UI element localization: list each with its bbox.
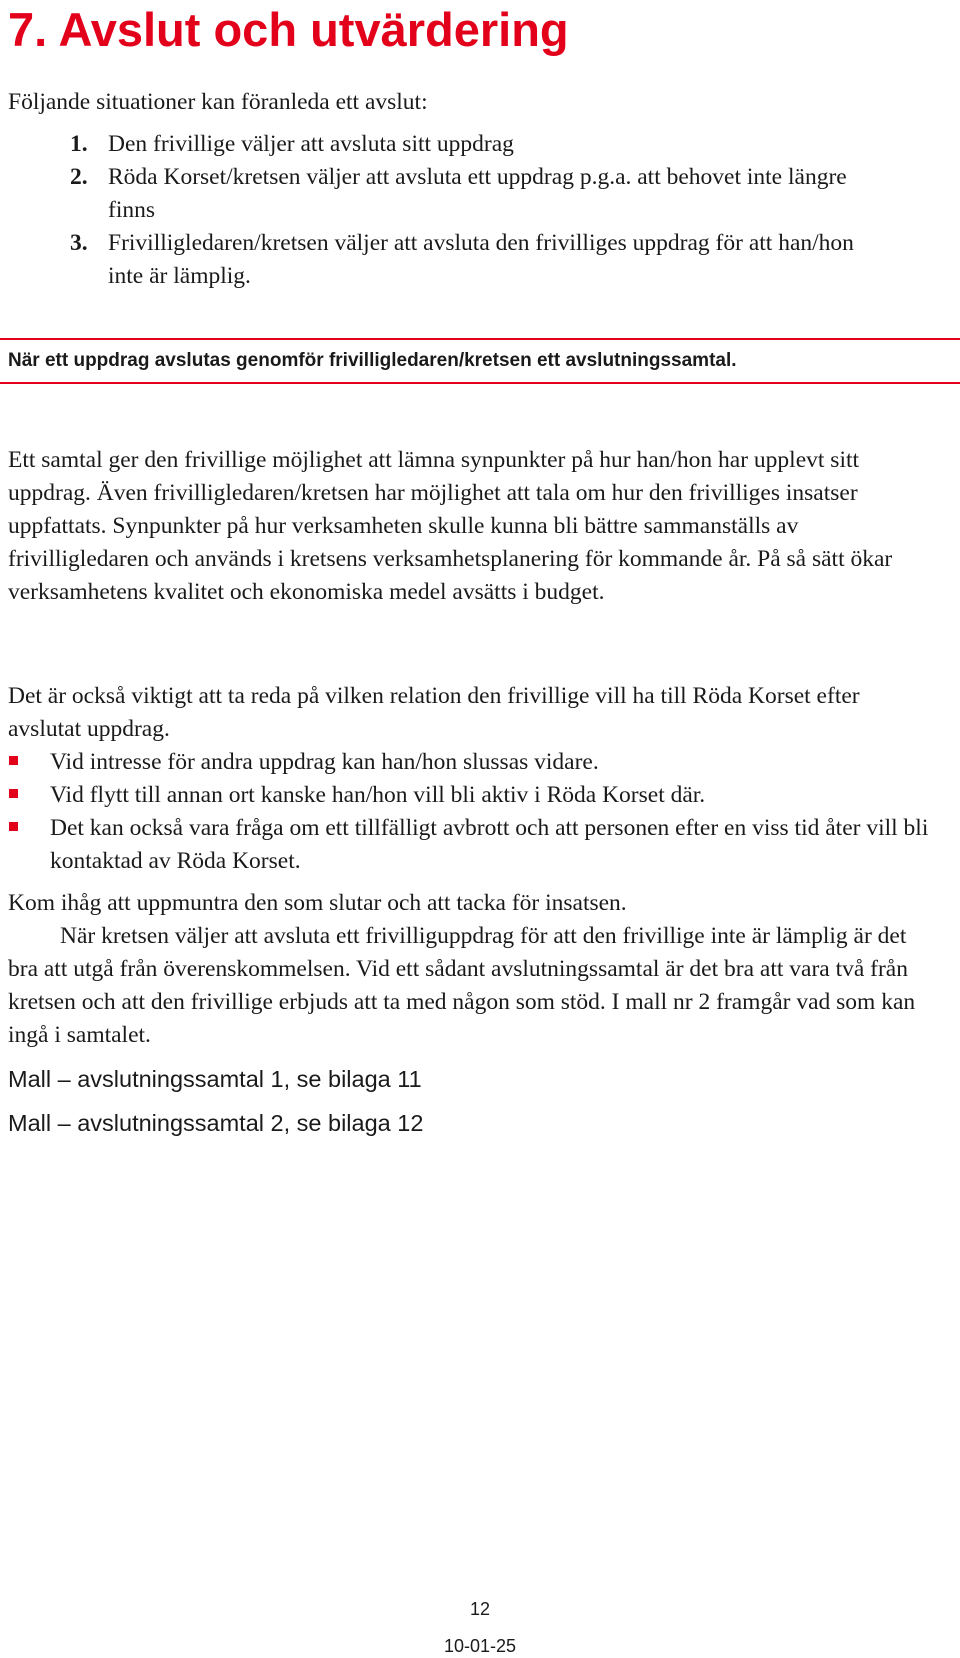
- list-item-text: Den frivillige väljer att avsluta sitt uppdrag: [108, 131, 514, 157]
- bullet-list-item: [0, 779, 940, 812]
- template-reference-1: Mall – avslutningssamtal 1, se bilaga 11: [8, 1066, 422, 1092]
- list-item-text: Frivilligledaren/kretsen väljer att avsluta den frivilliges uppdrag för att han/hon inte är lämplig.: [108, 230, 854, 289]
- numbered-list-item: [0, 227, 930, 293]
- paragraph-thanks: Kom ihåg att uppmuntra den som slutar och att tacka för insatsen.: [8, 890, 627, 916]
- list-number: 1.: [70, 131, 88, 157]
- bullet-text: Vid flytt till annan ort kanske han/hon vill bli aktiv i Röda Korset där.: [50, 782, 706, 808]
- list-number: 2.: [70, 164, 88, 190]
- paragraph-unsuitable: När kretsen väljer att avsluta ett frivilliguppdrag för att den frivillige inte är lämplig är det bra att utgå från överenskommelsen. Vid ett sådant avslutningssamtal är det bra att vara två från kretsen och att den frivillige erbjuds att ta med någon som stöd. I mall nr 2 framgår vad som kan ingå i samtalet.: [8, 923, 916, 1048]
- bullet-list-item: [0, 812, 940, 878]
- bullet-list: [0, 746, 940, 878]
- intro-text: Följande situationer kan föranleda ett avslut:: [8, 89, 428, 115]
- square-bullet-icon: [9, 789, 18, 798]
- numbered-list-item: [0, 161, 930, 227]
- numbered-list-item: [0, 128, 930, 161]
- highlight-banner: [0, 338, 960, 384]
- template-reference-2: Mall – avslutningssamtal 2, se bilaga 12: [8, 1110, 424, 1136]
- numbered-list: [0, 128, 930, 293]
- page-number: 12: [469, 1599, 491, 1619]
- bullet-text: Det kan också vara fråga om ett tillfälligt avbrott och att personen efter en viss tid åter vill bli kontaktad av Röda Korset.: [50, 815, 929, 874]
- square-bullet-icon: [9, 822, 18, 831]
- paragraph-feedback: Ett samtal ger den frivillige möjlighet att lämna synpunkter på hur han/hon har upplevt sitt uppdrag. Även frivilligledaren/kretsen har möjlighet att tala om hur den frivilliges insatser uppfattats. Synpunkter på hur verksamheten skulle kunna bli bättre sammanställs av frivilligledaren och används i kretsens verksamhetsplanering för kommande år. På så sätt ökar verksamhetens kvalitet och ekonomiska medel avsätts i budget.: [8, 447, 893, 605]
- paragraph-relation: Det är också viktigt att ta reda på vilken relation den frivillige vill ha till Röda Korset efter avslutat uppdrag.: [8, 683, 860, 742]
- list-item-text: Röda Korset/kretsen väljer att avsluta ett uppdrag p.g.a. att behovet inte längre finns: [108, 164, 847, 223]
- footer-date: 10-01-25: [443, 1636, 517, 1656]
- list-number: 3.: [70, 230, 88, 256]
- bullet-list-item: [0, 746, 940, 779]
- square-bullet-icon: [9, 756, 18, 765]
- bullet-text: Vid intresse för andra uppdrag kan han/hon slussas vidare.: [50, 749, 599, 775]
- section-heading: 7. Avslut och utvärdering: [8, 3, 569, 56]
- banner-text: När ett uppdrag avslutas genomför frivilligledaren/kretsen ett avslutningssamtal.: [8, 350, 737, 371]
